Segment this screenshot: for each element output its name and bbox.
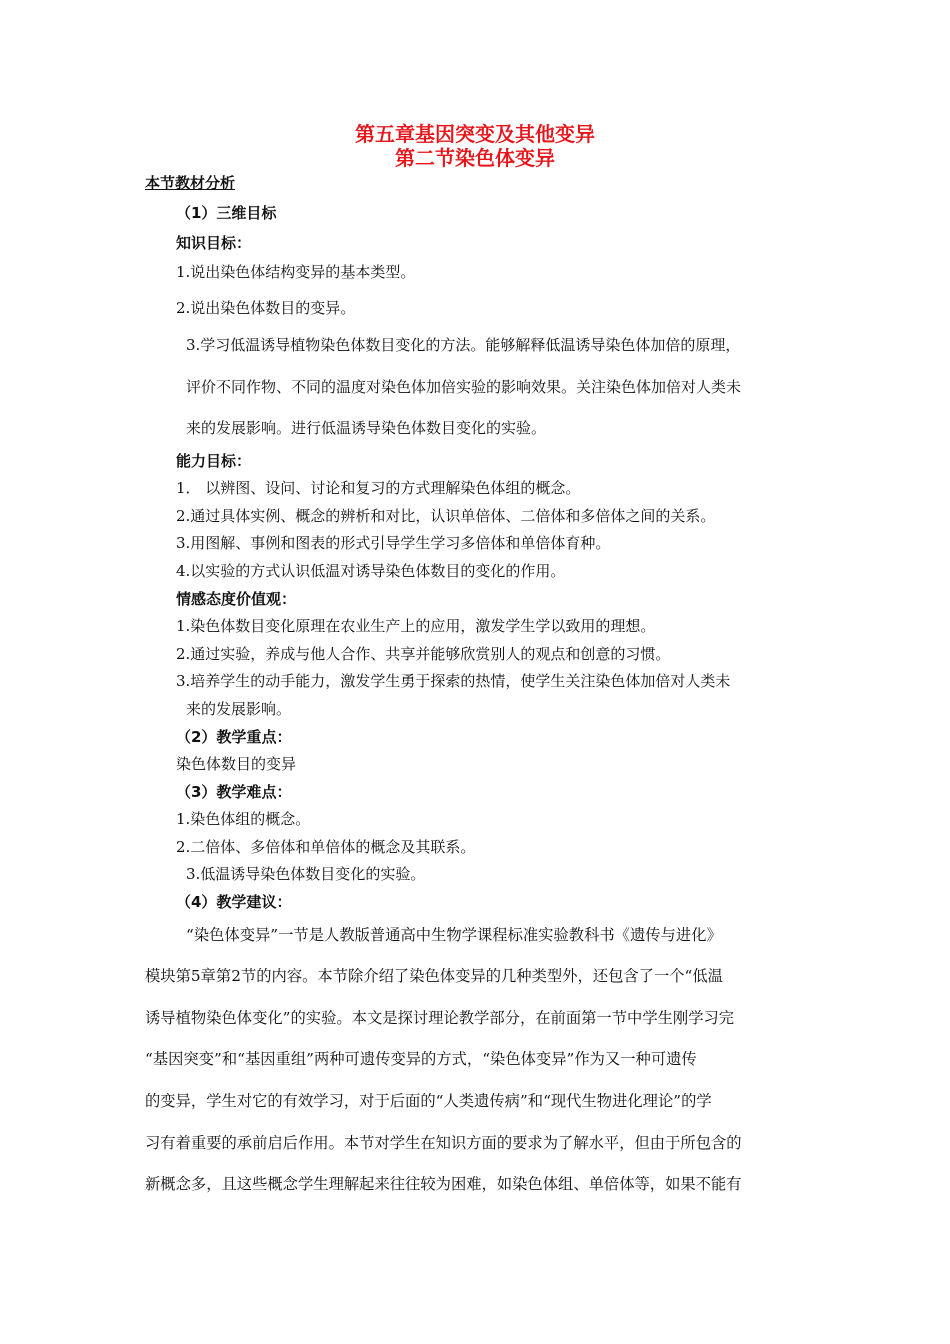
emotion-item: 2.通过实验，养成与他人合作、共享并能够欣赏别人的观点和创意的习惯。 [176, 645, 671, 663]
chapter-title: 第五章基因突变及其他变异 [355, 122, 595, 146]
ability-label: 能力目标： [176, 452, 252, 470]
difficulty-item: 3.低温诱导染色体数目变化的实验。 [186, 865, 426, 883]
key-point-label: （2）教学重点： [176, 728, 292, 746]
emotion-item: 1.染色体数目变化原理在农业生产上的应用，激发学生学以致用的理想。 [176, 617, 656, 635]
difficulty-item: 2.二倍体、多倍体和单倍体的概念及其联系。 [176, 838, 476, 856]
ability-item: 4.以实验的方式认识低温对诱导染色体数目的变化的作用。 [176, 562, 566, 580]
knowledge-item: 评价不同作物、不同的温度对染色体加倍实验的影响效果。关注染色体加倍对人类未 [186, 378, 742, 396]
suggestion-line: 模块第5章第2节的内容。本节除介绍了染色体变异的几种类型外，还包含了一个“低温 [145, 967, 723, 985]
knowledge-item: 2.说出染色体数目的变异。 [176, 299, 356, 317]
suggestion-line: 习有着重要的承前启后作用。本节对学生在知识方面的要求为了解水平，但由于所包含的 [145, 1134, 742, 1152]
suggestion-line: 新概念多，且这些概念学生理解起来往往较为困难，如染色体组、单倍体等，如果不能有 [145, 1175, 742, 1193]
knowledge-item: 来的发展影响。进行低温诱导染色体数目变化的实验。 [186, 419, 547, 437]
ability-item: 1． 以辨图、设问、讨论和复习的方式理解染色体组的概念。 [176, 479, 581, 497]
knowledge-item: 1.说出染色体结构变异的基本类型。 [176, 263, 416, 281]
key-point-text: 染色体数目的变异 [176, 755, 297, 773]
emotion-item: 3.培养学生的动手能力，激发学生勇于探索的热情，使学生关注染色体加倍对人类未 [176, 672, 731, 690]
emotion-item: 来的发展影响。 [186, 700, 292, 718]
analysis-heading: 本节教材分析 [145, 174, 236, 192]
suggestion-line: 的变异，学生对它的有效学习，对于后面的“人类遗传病”和“现代生物进化理论”的学 [145, 1092, 712, 1110]
suggestion-line: “染色体变异”一节是人教版普通高中生物学课程标准实验教科书《遗传与进化》 [186, 926, 722, 944]
knowledge-label: 知识目标： [176, 234, 252, 252]
suggestion-line: “基因突变”和“基因重组”两种可遗传变异的方式，“染色体变异”作为又一种可遗传 [145, 1050, 697, 1068]
section-title: 第二节染色体变异 [395, 146, 555, 170]
ability-item: 3.用图解、事例和图表的形式引导学生学习多倍体和单倍体育种。 [176, 534, 611, 552]
difficulty-label: （3）教学难点： [176, 783, 292, 801]
objectives-heading: （1）三维目标 [176, 204, 277, 222]
suggestion-line: 诱导植物染色体变化”的实验。本文是探讨理论教学部分，在前面第一节中学生刚学习完 [145, 1009, 735, 1027]
emotion-label: 情感态度价值观： [176, 590, 297, 608]
knowledge-item: 3.学习低温诱导植物染色体数目变化的方法。能够解释低温诱导染色体加倍的原理， [186, 336, 741, 354]
suggestion-label: （4）教学建议： [176, 893, 292, 911]
ability-item: 2.通过具体实例、概念的辨析和对比，认识单倍体、二倍体和多倍体之间的关系。 [176, 507, 716, 525]
difficulty-item: 1.染色体组的概念。 [176, 810, 311, 828]
